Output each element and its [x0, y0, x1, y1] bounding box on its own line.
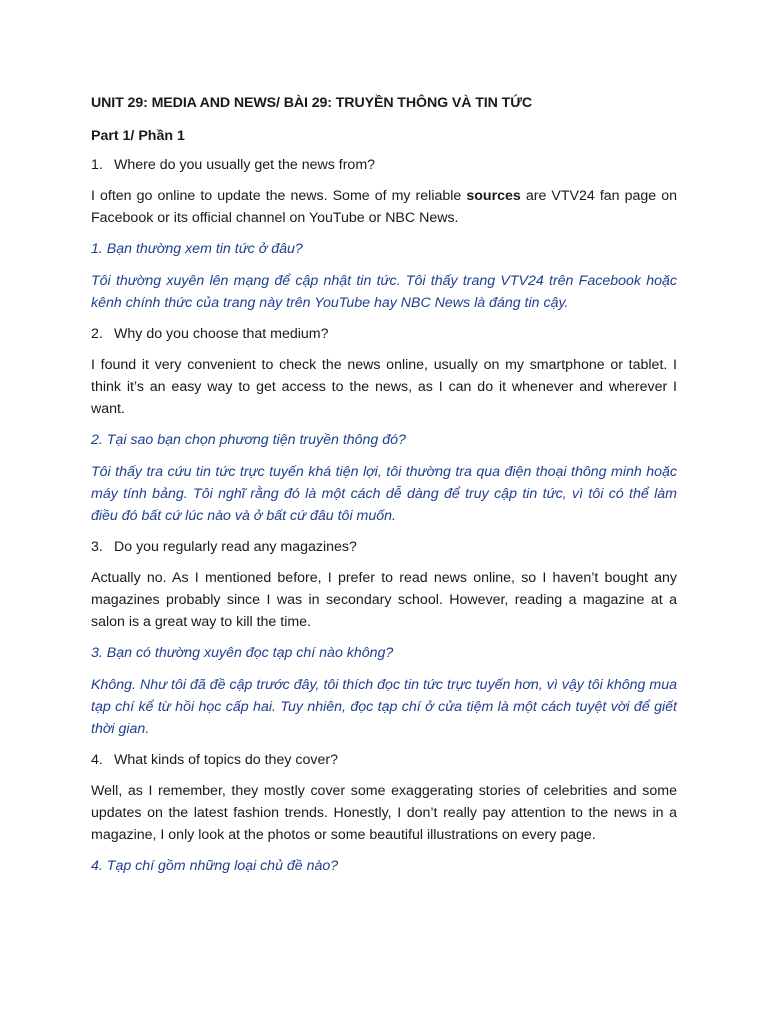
vi-answer-3: Không. Như tôi đã đề cập trước đây, tôi thích đọc tin tức trực tuyến hơn, vì vậy tôi không mua tạp chí kể từ hồi học cấp hai. Tuy nhiên, đọc tạp chí ở cửa tiệm là một cách tuyệt vời để giết thời gian. — [91, 677, 677, 737]
question-text: Why do you choose that medium? — [114, 326, 329, 342]
answer-2: I found it very convenient to check the news online, usually on my smartphone or tablet. I think it’s an easy way to get access to the news, as I can do it whenever and wherever I want. — [91, 357, 677, 417]
vi-question-4: 4. Tạp chí gồm những loại chủ đề nào? — [91, 858, 339, 874]
answer-3: Actually no. As I mentioned before, I prefer to read news online, so I haven’t bought any magazines probably since I was in secondary school. However, reading a magazine at a salon is a great way to kill the time. — [91, 570, 677, 630]
question-3 — [91, 537, 677, 557]
question-number: 1. — [91, 157, 103, 173]
question-2 — [91, 324, 677, 344]
question-text: Do you regularly read any magazines? — [114, 539, 357, 555]
answer-1 — [91, 185, 677, 229]
unit-title: UNIT 29: MEDIA AND NEWS/ BÀI 29: TRUYỀN THÔNG VÀ TIN TỨC — [91, 95, 533, 111]
question-number: 4. — [91, 752, 103, 768]
answer-text: are VTV24 fan page on Facebook or its official channel on YouTube or NBC News. — [91, 188, 677, 226]
answer-4: Well, as I remember, they mostly cover some exaggerating stories of celebrities and some updates on the latest fashion trends. Honestly, I don’t really pay attention to the news in a magazine, I only look at the photos or some beautiful illustrations on every page. — [91, 783, 677, 843]
vocabulary-highlight: sources — [466, 188, 521, 204]
vi-question-3: 3. Bạn có thường xuyên đọc tạp chí nào không? — [91, 645, 394, 661]
part-heading: Part 1/ Phần 1 — [91, 128, 185, 144]
question-4 — [91, 750, 677, 770]
vi-question-1: 1. Bạn thường xem tin tức ở đâu? — [91, 241, 303, 257]
question-text: Where do you usually get the news from? — [114, 157, 376, 173]
question-1 — [91, 155, 677, 175]
vi-question-2: 2. Tại sao bạn chọn phương tiện truyền thông đó? — [91, 432, 406, 448]
vi-answer-2: Tôi thấy tra cứu tin tức trực tuyến khá tiện lợi, tôi thường tra qua điện thoại thông minh hoặc máy tính bảng. Tôi nghĩ rằng đó là một cách dễ dàng để truy cập tin tức, vì tôi có thể làm điều đó bất cứ lúc nào và ở bất cứ đâu tôi muốn. — [91, 464, 677, 524]
question-number: 2. — [91, 326, 103, 342]
answer-text: I often go online to update the news. Some of my reliable — [91, 188, 467, 204]
question-text: What kinds of topics do they cover? — [114, 752, 338, 768]
question-number: 3. — [91, 539, 103, 555]
vi-answer-1: Tôi thường xuyên lên mạng để cập nhật tin tức. Tôi thấy trang VTV24 trên Facebook hoặc kênh chính thức của trang này trên YouTube hay NBC News là đáng tin cậy. — [91, 273, 677, 311]
